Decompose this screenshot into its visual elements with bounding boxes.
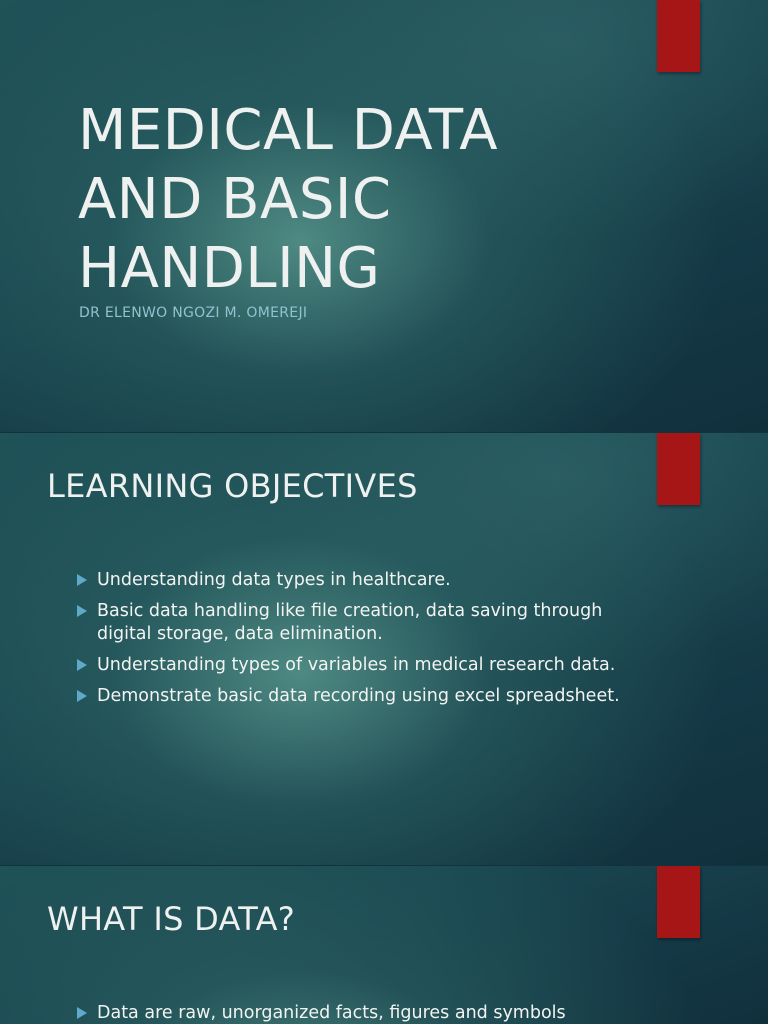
presentation-author: DR ELENWO NGOZI M. OMEREJI <box>79 305 308 321</box>
bullet-text: Understanding data types in healthcare. <box>97 570 451 590</box>
accent-bar <box>657 0 700 72</box>
bullet-text: Understanding types of variables in medical research data. <box>97 655 616 675</box>
triangle-right-icon <box>77 690 87 702</box>
title-slide <box>0 0 768 432</box>
list-item <box>75 600 620 646</box>
bullet-list <box>75 569 620 716</box>
list-item <box>75 569 620 592</box>
triangle-right-icon <box>77 605 87 617</box>
accent-bar <box>657 866 700 938</box>
list-item <box>75 654 620 677</box>
learning-objectives-slide <box>0 433 768 865</box>
bullet-list <box>75 1002 620 1024</box>
list-item <box>75 1002 620 1024</box>
accent-bar <box>657 433 700 505</box>
slide-title: WHAT IS DATA? <box>47 900 296 938</box>
list-item <box>75 685 620 708</box>
slide-title: LEARNING OBJECTIVES <box>47 467 418 505</box>
what-is-data-slide <box>0 866 768 1024</box>
bullet-text: Data are raw, unorganized facts, figures and symbols <box>97 1003 566 1023</box>
presentation-title: MEDICAL DATA AND BASIC HANDLING <box>78 98 499 301</box>
triangle-right-icon <box>77 659 87 671</box>
triangle-right-icon <box>77 1007 87 1019</box>
bullet-text: Demonstrate basic data recording using excel spreadsheet. <box>97 686 620 706</box>
triangle-right-icon <box>77 574 87 586</box>
bullet-text: Basic data handling like file creation, data saving through digital storage, data elimination. <box>97 601 603 644</box>
